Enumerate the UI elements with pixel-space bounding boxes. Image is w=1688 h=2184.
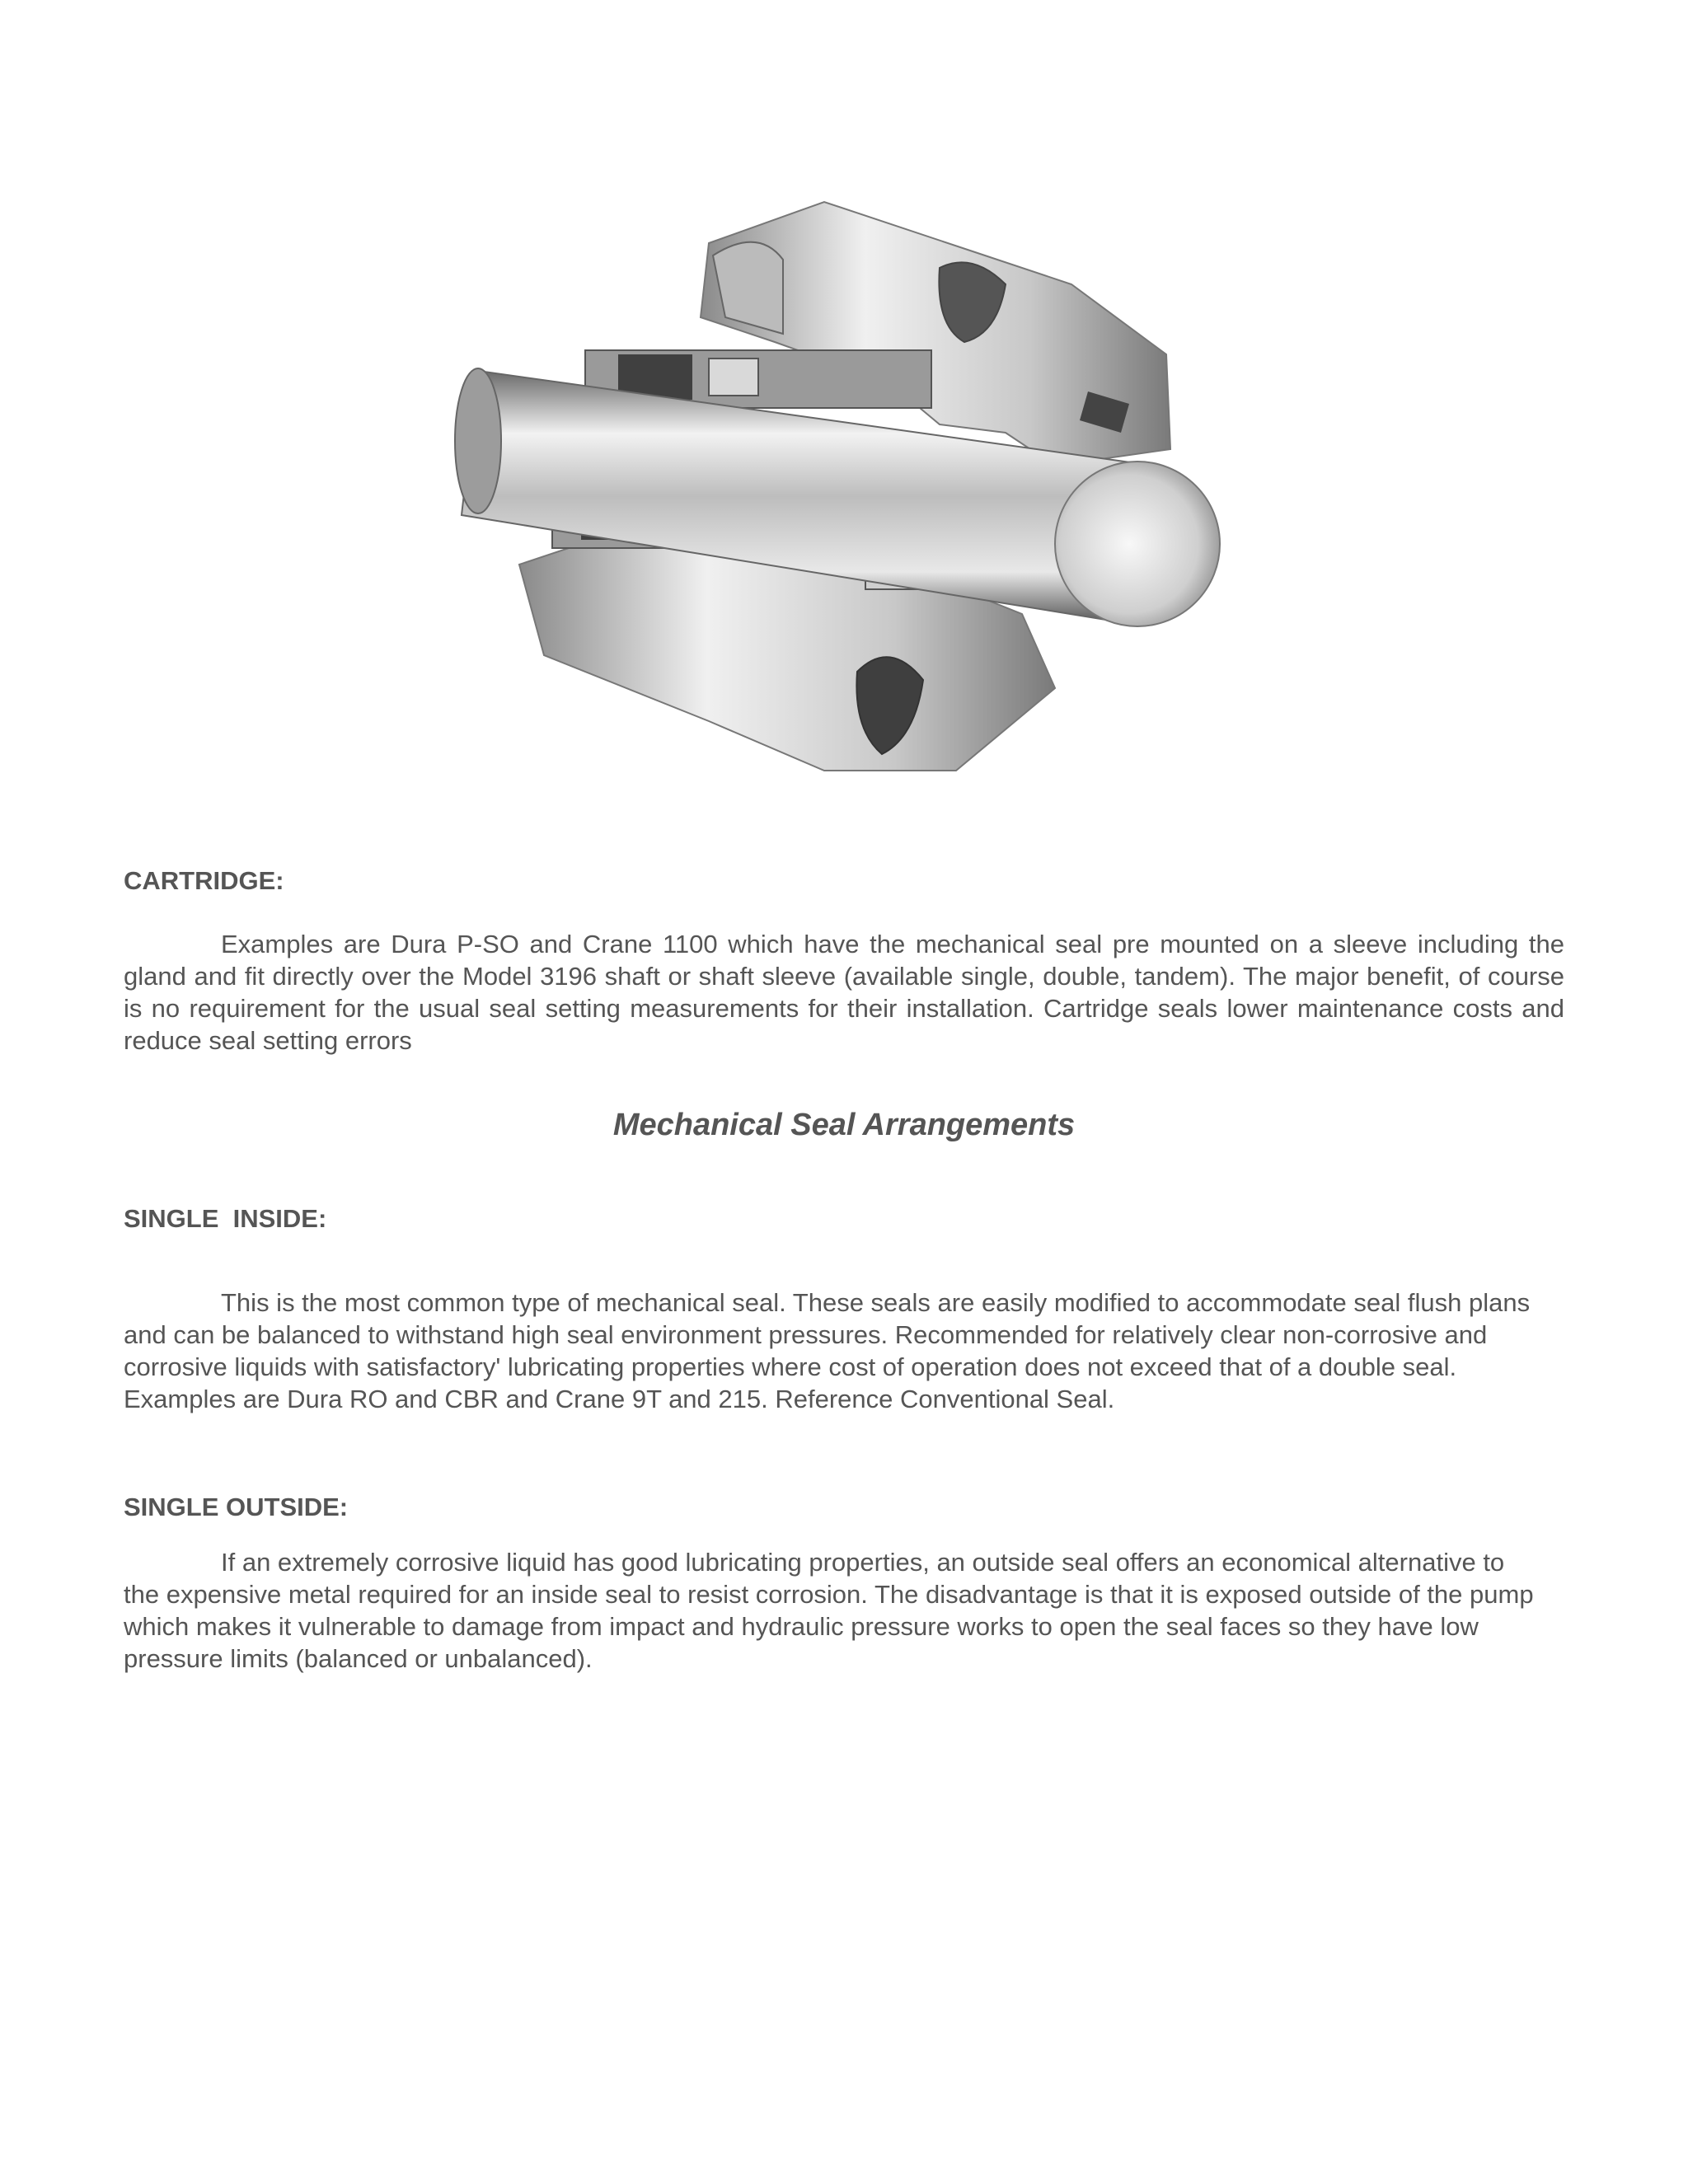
arrangements-title: Mechanical Seal Arrangements (612, 1108, 1076, 1142)
mechanical-seal-illustration (429, 194, 1278, 791)
mechanical-seal-figure (429, 194, 1278, 791)
cartridge-heading: CARTRIDGE: (124, 866, 284, 895)
single-outside-heading: SINGLE OUTSIDE: (124, 1493, 349, 1521)
cartridge-paragraph: Examples are Dura P-SO and Crane 1100 which have the mechanical seal pre mounted on a sleeve including the gland and fit directly over the Model 3196 shaft or shaft sleeve (available single, double, tandem). The major benefit, of course is no requirement for the usual seal setting measurements for their installation. Cartridge seals lower maintenance costs and reduce seal setting errors (124, 930, 1564, 1055)
single-inside-paragraph: This is the most common type of mechanical seal. These seals are easily modified to accommodate seal flush plans and can be balanced to withstand high seal environment pressures. Recommended for relatively clear non-corrosive and corrosive liquids with satisfactory' lubricating properties where cost of operation does not exceed that of a double seal. Examples are Dura RO and CBR and Crane 9T and 215. Reference Conventional Seal. (124, 1288, 1531, 1413)
single-inside-section (124, 1203, 1564, 1415)
cartridge-section (124, 865, 1564, 1057)
single-inside-heading: SINGLE INSIDE: (124, 1204, 327, 1233)
single-outside-section (124, 1492, 1564, 1675)
single-outside-paragraph: If an extremely corrosive liquid has good lubricating properties, an outside seal offers an economical alternative to the expensive metal required for an inside seal to resist corrosion. The disadvantage is that it is exposed outside of the pump which makes it vulnerable to damage from impact and hydraulic pressure works to open the seal faces so they have low pressure limits (balanced or unbalanced). (124, 1548, 1534, 1673)
